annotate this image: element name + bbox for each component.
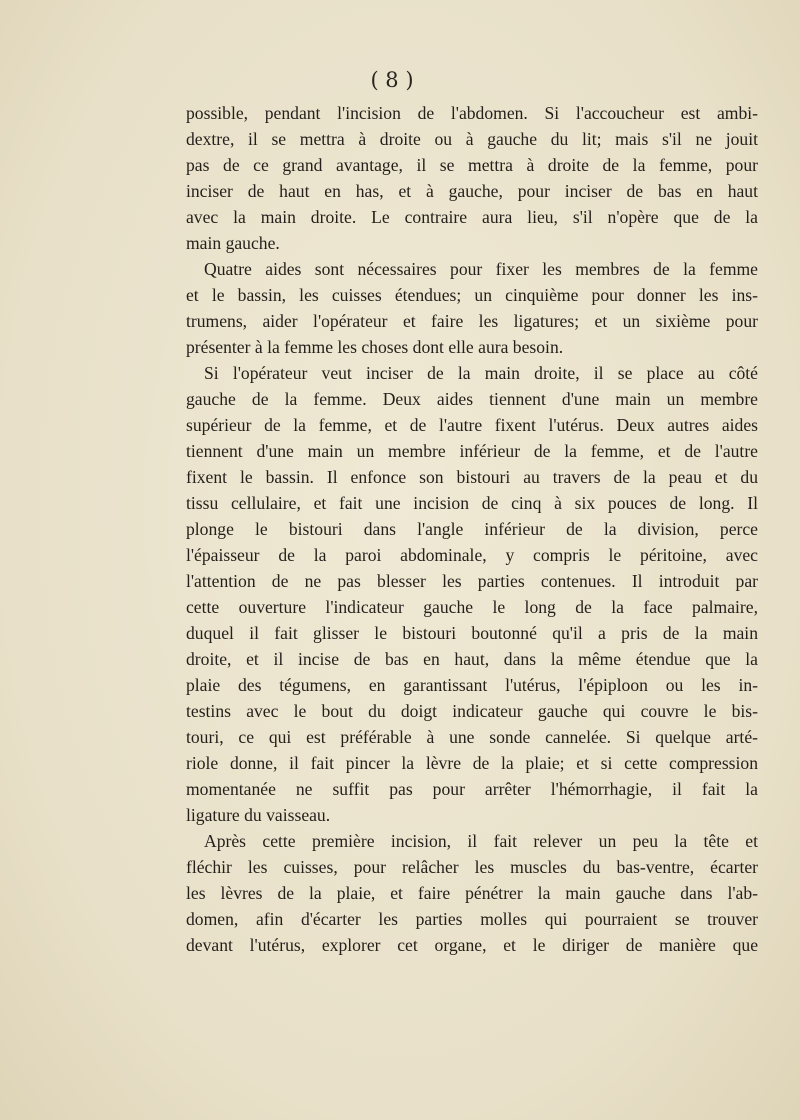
text-line: possible, pendant l'incision de l'abdomen. Si l'accoucheur est ambi- <box>186 103 758 123</box>
text-line: fixent le bassin. Il enfonce son bistouri au travers de la peau et du <box>186 467 758 487</box>
text-line: plaie des tégumens, en garantissant l'utérus, l'épiploon ou les in- <box>186 675 758 695</box>
text-line: l'attention de ne pas blesser les parties contenues. Il introduit par <box>186 571 758 591</box>
text-line: fléchir les cuisses, pour relâcher les muscles du bas-ventre, écarter <box>186 857 758 877</box>
text-line: l'épaisseur de la paroi abdominale, y compris le péritoine, avec <box>186 545 758 565</box>
text-line: Quatre aides sont nécessaires pour fixer les membres de la femme <box>204 259 758 279</box>
text-line: riole donne, il fait pincer la lèvre de la plaie; et si cette compression <box>186 753 758 773</box>
text-line: trumens, aider l'opérateur et faire les ligatures; et un sixième pour <box>186 311 758 331</box>
text-line: domen, afin d'écarter les parties molles qui pourraient se trouver <box>186 909 758 929</box>
text-line: Si l'opérateur veut inciser de la main droite, il se place au côté <box>204 363 758 383</box>
text-line: et le bassin, les cuisses étendues; un cinquième pour donner les ins- <box>186 285 758 305</box>
text-line: gauche de la femme. Deux aides tiennent d'une main un membre <box>186 389 758 409</box>
text-line: devant l'utérus, explorer cet organe, et le diriger de manière que <box>186 935 758 955</box>
paragraph-1 <box>186 100 758 256</box>
paragraph-4 <box>186 828 758 958</box>
text-line: les lèvres de la plaie, et faire pénétrer la main gauche dans l'ab- <box>186 883 758 903</box>
text-line: tiennent d'une main un membre inférieur de la femme, et de l'autre <box>186 441 758 461</box>
text-line: testins avec le bout du doigt indicateur gauche qui couvre le bis- <box>186 701 758 721</box>
text-line: présenter à la femme les choses dont elle aura besoin. <box>186 337 564 357</box>
text-line: avec la main droite. Le contraire aura lieu, s'il n'opère que de la <box>186 207 758 227</box>
page-number: ( 8 ) <box>370 68 414 92</box>
text-line: main gauche. <box>186 233 280 253</box>
paragraph-2 <box>186 256 758 360</box>
text-line: momentanée ne suffit pas pour arrêter l'hémorrhagie, il fait la <box>186 779 758 799</box>
text-line: tissu cellulaire, et fait une incision de cinq à six pouces de long. Il <box>186 493 758 513</box>
text-line: inciser de haut en has, et à gauche, pour inciser de bas en haut <box>186 181 758 201</box>
text-line: duquel il fait glisser le bistouri boutonné qu'il a pris de la main <box>186 623 758 643</box>
text-line: supérieur de la femme, et de l'autre fixent l'utérus. Deux autres aides <box>186 415 758 435</box>
text-line: ligature du vaisseau. <box>186 805 331 825</box>
text-line: droite, et il incise de bas en haut, dans la même étendue que la <box>186 649 758 669</box>
text-line: pas de ce grand avantage, il se mettra à droite de la femme, pour <box>186 155 758 175</box>
text-line: cette ouverture l'indicateur gauche le long de la face palmaire, <box>186 597 758 617</box>
text-line: plonge le bistouri dans l'angle inférieur de la division, perce <box>186 519 758 539</box>
text-line: dextre, il se mettra à droite ou à gauche du lit; mais s'il ne jouit <box>186 129 758 149</box>
body-text <box>186 100 758 958</box>
text-line: touri, ce qui est préférable à une sonde cannelée. Si quelque arté- <box>186 727 758 747</box>
paragraph-3 <box>186 360 758 828</box>
text-line: Après cette première incision, il fait relever un peu la tête et <box>204 831 758 851</box>
